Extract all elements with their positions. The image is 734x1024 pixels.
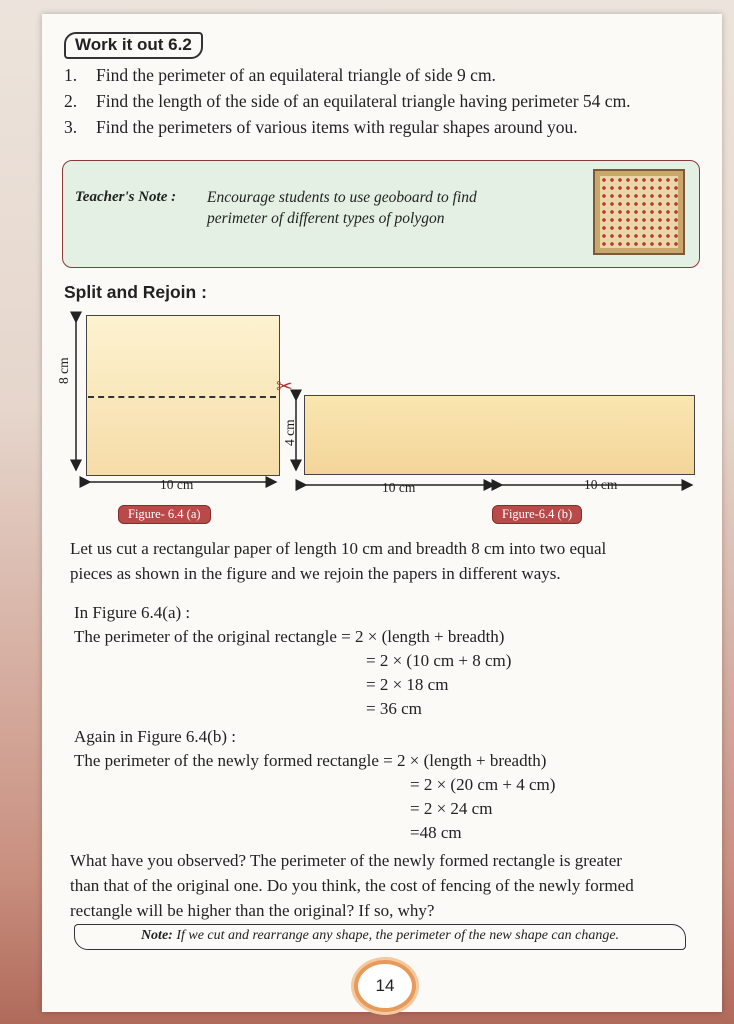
question-text: Find the perimeter of an equilateral triangle of side 9 cm. — [96, 65, 496, 85]
question-number: 1. — [64, 65, 78, 85]
question-text: Find the perimeters of various items with regular shapes around you. — [96, 117, 578, 137]
calc-a-line-4: = 36 cm — [366, 699, 422, 718]
teacher-note-line-2: perimeter of different types of polygon — [207, 210, 445, 227]
textbook-page — [42, 14, 722, 1012]
note-label: Note: — [140, 928, 173, 943]
height-label-a: 8 cm — [56, 357, 71, 384]
scissors-icon: ✂ — [276, 376, 293, 398]
split-rejoin-heading: Split and Rejoin : — [64, 282, 207, 302]
question-number: 3. — [64, 117, 78, 137]
intro-line-2: pieces as shown in the figure and we rejoin the papers in different ways. — [70, 564, 561, 583]
intro-line-1: Let us cut a rectangular paper of length 10 cm and breadth 8 cm into two equal — [70, 539, 607, 558]
observation-line-1: What have you observed? The perimeter of the newly formed rectangle is greater — [70, 851, 622, 870]
observation-line-3: rectangle will be higher than the original? If so, why? — [70, 901, 435, 920]
figure-b-heading: Again in Figure 6.4(b) : — [74, 727, 236, 746]
question-text: Find the length of the side of an equilateral triangle having perimeter 54 cm. — [96, 91, 631, 111]
figure-a-caption: Figure- 6.4 (a) — [118, 505, 211, 524]
calc-a-line-3: = 2 × 18 cm — [366, 675, 449, 694]
calc-a-line-2: = 2 × (10 cm + 8 cm) — [366, 651, 512, 670]
figure-b-caption: Figure-6.4 (b) — [492, 505, 582, 524]
calc-a-line-1: The perimeter of the original rectangle = 2 × (length + breadth) — [74, 627, 505, 646]
note-box — [74, 924, 686, 950]
question-number: 2. — [64, 91, 78, 111]
observation-paragraph — [70, 848, 695, 923]
calc-b-line-1: The perimeter of the newly formed rectangle = 2 × (length + breadth) — [74, 751, 547, 770]
page-number: 14 — [354, 960, 416, 1012]
rejoined-rectangle-right — [498, 395, 695, 475]
teacher-note-line-1: Encourage students to use geoboard to find — [207, 189, 477, 206]
intro-paragraph — [70, 536, 695, 586]
observation-line-2: than that of the original one. Do you think, the cost of fencing of the newly formed — [70, 876, 634, 895]
width-label-a: 10 cm — [160, 477, 194, 492]
height-label-b: 4 cm — [282, 419, 297, 446]
calc-b-line-2: = 2 × (20 cm + 4 cm) — [410, 775, 556, 794]
note-text: If we cut and rearrange any shape, the perimeter of the new shape can change. — [172, 928, 620, 943]
width-label-b2: 10 cm — [584, 477, 618, 492]
calc-b-line-4: =48 cm — [410, 823, 462, 842]
rejoined-rectangle-left — [304, 395, 500, 475]
teacher-note-label: Teacher's Note : — [75, 189, 177, 205]
calc-b-line-3: = 2 × 24 cm — [410, 799, 493, 818]
work-it-out-title: Work it out 6.2 — [64, 32, 203, 59]
figure-a-heading: In Figure 6.4(a) : — [74, 603, 191, 622]
width-label-b1: 10 cm — [382, 480, 416, 495]
